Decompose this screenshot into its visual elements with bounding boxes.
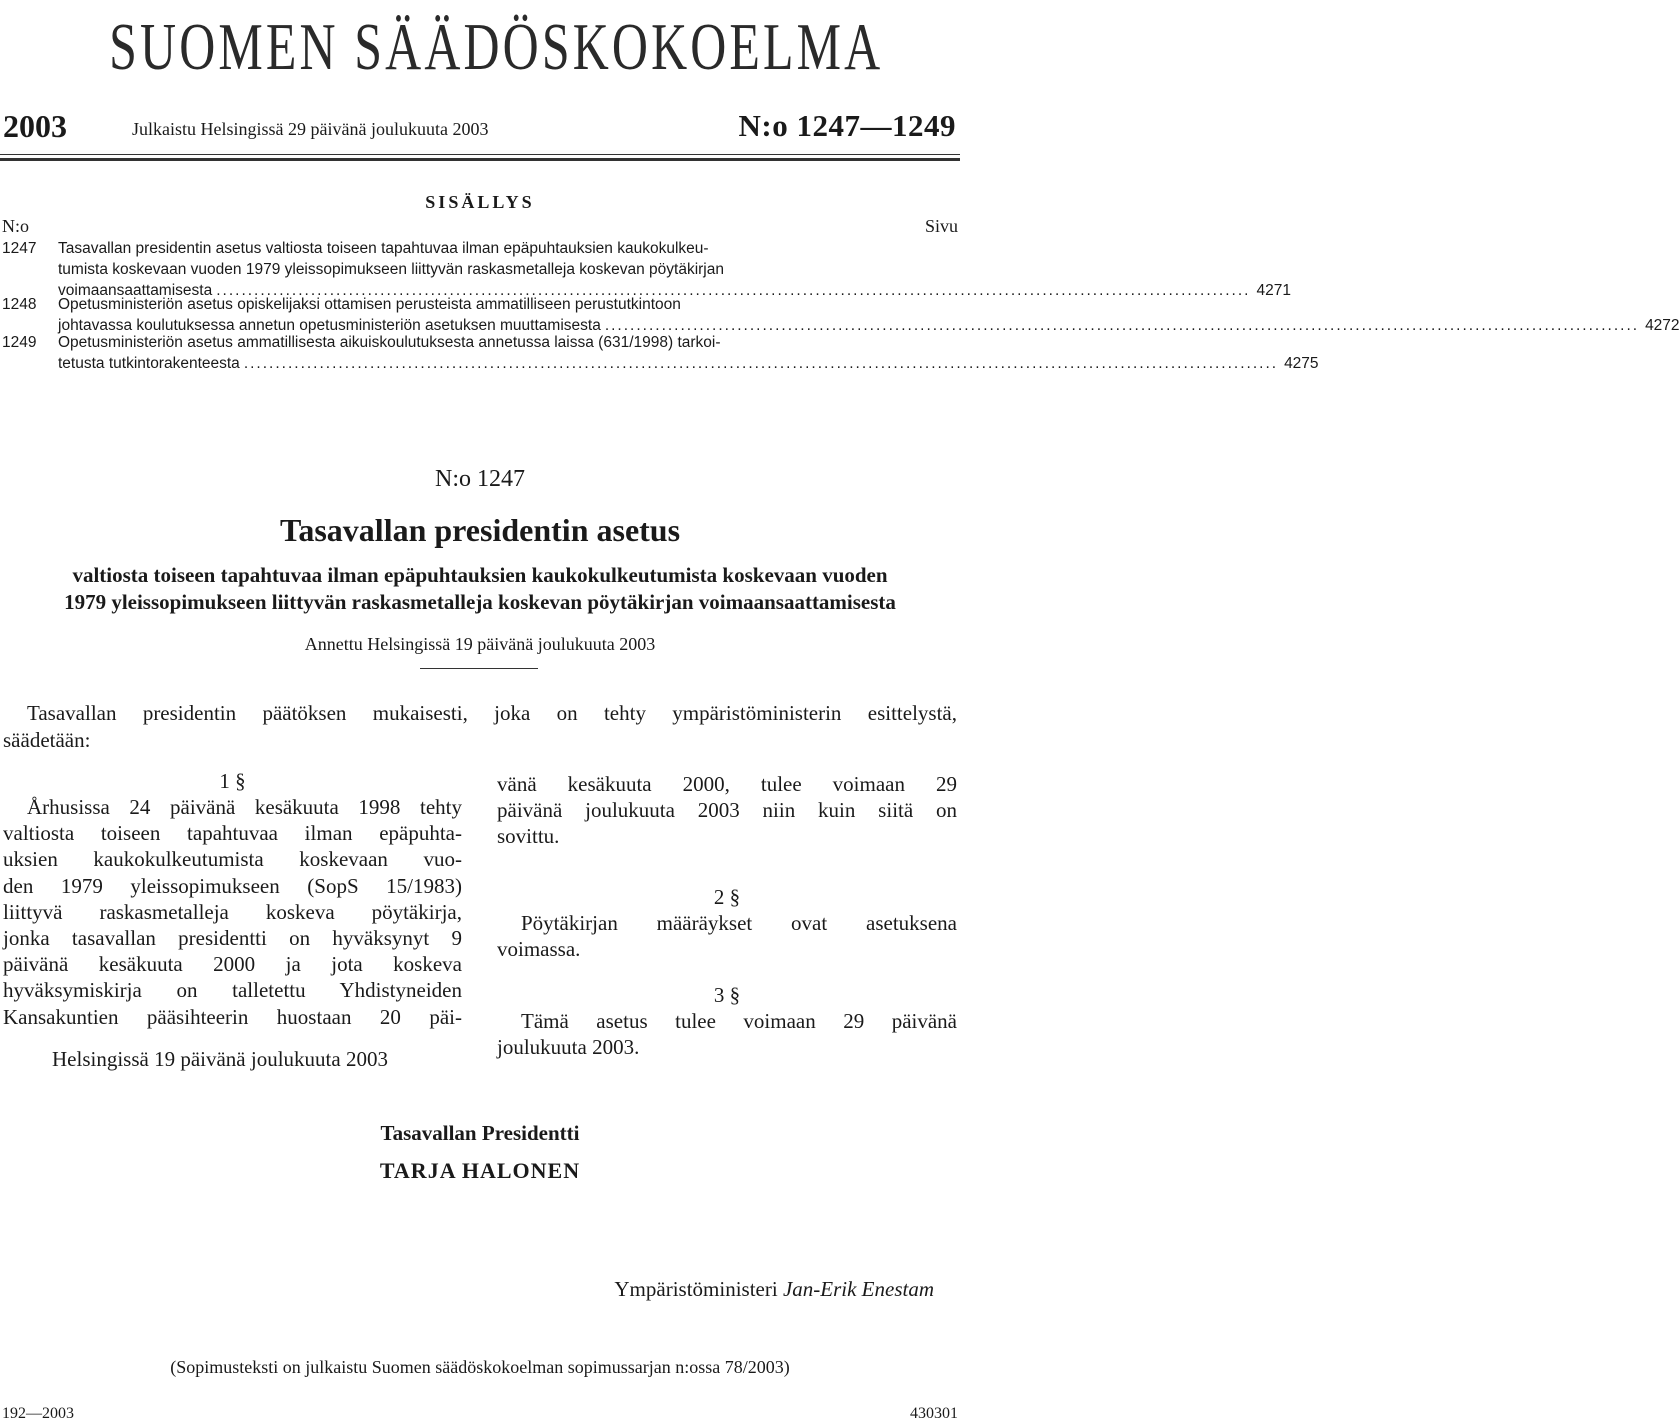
minister-name: Jan-Erik Enestam [782, 1277, 934, 1301]
toc-entry-page: 4275 [1284, 355, 1319, 372]
section-divider [420, 668, 538, 669]
toc-heading: SISÄLLYS [425, 192, 535, 212]
section-2-mark: 2 § [713, 884, 741, 909]
body-column-right [497, 771, 957, 1060]
president-title: Tasavallan Presidentti [380, 1121, 580, 1145]
toc-leader-dots: .................................................................................................................................................................... [604, 317, 1640, 334]
section-1-mark: 1 § [219, 769, 246, 793]
toc-page-label: Sivu [924, 216, 958, 236]
act-given-date: Annettu Helsingissä 19 päivänä joulukuuta 2003 [304, 634, 656, 654]
toc-entry-page: 4271 [1256, 282, 1291, 299]
toc-entry-last-line: voimaansaattamisesta [58, 282, 213, 299]
section-2-text: Pöytäkirjan määräykset ovat asetuksena voimassa. [497, 910, 957, 961]
footer-number: 430301 [910, 1405, 958, 1422]
act-subtitle: valtiosta toiseen tapahtuvaa ilman epäpuhtauksien kaukokulkeutumista koskevaan vuoden 1979 yleissopimukseen liittyvän raskasmetalleja koskevan pöytäkirjan voimaansaattamisesta [64, 563, 896, 614]
header-rule-thick [0, 158, 960, 161]
toc-entry-last-line: johtavassa koulutuksessa annetun opetusministeriön asetuksen muuttamisesta [58, 317, 601, 334]
toc-entry-number: 1249 [2, 334, 37, 351]
section-1-continued: vänä kesäkuuta 2000, tulee voimaan 29 päivänä joulukuuta 2003 niin kuin siitä on sovittu. [497, 772, 957, 849]
issue-bar [0, 106, 960, 146]
toc-entry-page: 4272 [1645, 317, 1680, 334]
toc-entry-last-line: tetusta tutkintorakenteesta [58, 355, 240, 372]
issue-numbers: N:o 1247—1249 [738, 108, 956, 143]
toc-number-label: N:o [2, 216, 29, 236]
treaty-publication-note: (Sopimusteksti on julkaistu Suomen säädöskokoelman sopimussarjan n:ossa 78/2003) [170, 1357, 790, 1377]
issue-year: 2003 [3, 108, 67, 144]
minister-signature [614, 1275, 934, 1303]
act-title: Tasavallan presidentin asetus [279, 512, 681, 548]
act-preamble: Tasavallan presidentin päätöksen mukaisesti, joka on tehty ympäristöministerin esittelystä, säädetään: [3, 701, 957, 752]
publication-date: Julkaistu Helsingissä 29 päivänä joulukuuta 2003 [132, 119, 489, 139]
toc-leader-dots: .................................................................................................................................................................... [243, 355, 1279, 372]
masthead-title: SUOMEN SÄÄDÖSKOKOELMA [109, 9, 884, 84]
president-name: TARJA HALONEN [379, 1158, 581, 1183]
act-number: N:o 1247 [435, 466, 525, 492]
footer-code: 192—2003 [2, 1405, 74, 1422]
section-1-text: Århusissa 24 päivänä kesäkuuta 1998 tehty valtiosta toiseen tapahtuvaa ilman epäpuhta- uksien kaukokulkeutumista koskevaan vuo- den 1979 yleissopimukseen (SopS 15/1983) liittyvä raskasmetalleja koskeva pöytäkirja, jonka tasavallan presidentti on hyväksynyt 9 päivänä kesäkuuta 2000 ja jota koskeva hyväksymiskirja on talletettu Yhdistyneiden Kansakuntien pääsihteerin huostaan 20 päi- [3, 795, 462, 1029]
body-column-left [3, 768, 462, 1030]
toc-leader-dots: .................................................................................................................................................................... [216, 282, 1251, 299]
section-3-mark: 3 § [713, 983, 741, 1008]
toc-entry-number: 1248 [2, 296, 37, 313]
section-3-text: Tämä asetus tulee voimaan 29 päivänä joulukuuta 2003. [497, 1009, 957, 1060]
header-rule-thin [0, 154, 960, 155]
toc-entry-text: Tasavallan presidentin asetus valtiosta toiseen tapahtuvaa ilman epäpuhtauksien kaukokulkeu- tumista koskevaan vuoden 1979 yleissopimukseen liittyvän raskasmetalleja koskevan pöytäkirjan voimaansaattamisesta .................................................................................................................................................................... 4271 [58, 240, 1291, 299]
minister-role: Ympäristöministeri [614, 1277, 778, 1301]
toc-entry-number: 1247 [2, 240, 37, 257]
toc-entry-text: Opetusministeriön asetus ammatillisesta aikuiskoulutuksesta annetussa laissa (631/1998) tarkoi- tetusta tutkintorakenteesta .................................................................................................................................................................... 4275 [58, 334, 1319, 372]
signing-place-date: Helsingissä 19 päivänä joulukuuta 2003 [52, 1047, 388, 1071]
toc-entry-text: Opetusministeriön asetus opiskelijaksi ottamisen perusteista ammatilliseen perustutkintoon johtavassa koulutuksessa annetun opetusministeriön asetuksen muuttamisesta .................................................................................................................................................................... 4272 [58, 296, 1680, 334]
